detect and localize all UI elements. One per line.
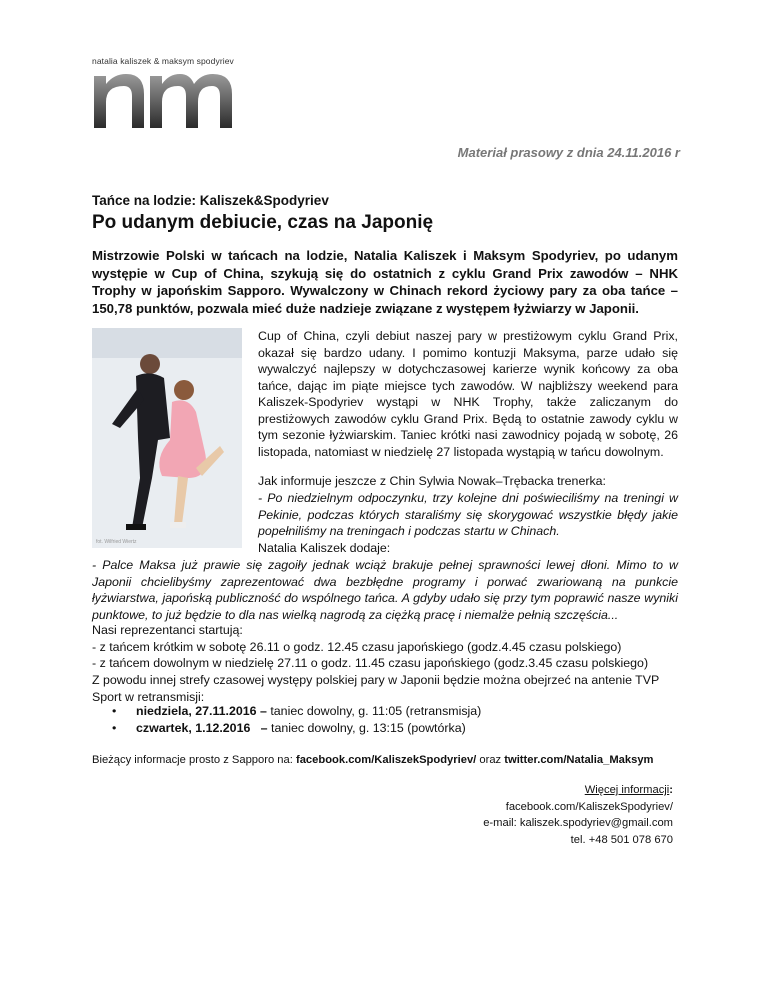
ice-dance-photo [92, 328, 242, 548]
skater-quote: - Palce Maksa już prawie się zagoiły jednak wciąż brakuje pełnej sprawności lewej dłoni. Mimo to w Japonii chcielibyśmy zaprezentować dwa bezbłędne programy i porwać zwariowaną na punkcie łyżwiarstwa, japońską publiczność do wspólnego tańca. A gdyby udało się przy tym poprawić nasze wyniki punktowe, to już będzie to dla nas wielką nagrodą za ciężką pracę i niemalże pełnią szczęścia... [92, 558, 678, 622]
contact-block [483, 782, 673, 848]
twitter-link[interactable]: twitter.com/Natalia_Maksym [504, 754, 654, 766]
body-paragraph: Natalia Kaliszek dodaje: [258, 541, 391, 555]
facebook-link[interactable]: facebook.com/KaliszekSpodyriev/ [295, 754, 477, 766]
body-paragraph: Jak informuje jeszcze z Chin Sylwia Nowak–Trębacka trenerka: [258, 474, 606, 488]
contact-facebook[interactable]: facebook.com/KaliszekSpodyriev/ [505, 800, 673, 813]
broadcast-date: niedziela, 27.11.2016 [136, 704, 257, 718]
broadcast-date: czwartek, 1.12.2016 [136, 720, 251, 735]
lead-paragraph: Mistrzowie Polski w tańcach na lodzie, Natalia Kaliszek i Maksym Spodyriev, po udanym występie w Cup of China, szykują się do ostatnich z cyklu Grand Prix zawodów – NHK Trophy w japońskim Sapporo. Wywalczony w Chinach rekord życiowy pary za oba tańce – 150,78 punktów, pozwala mieć duże nadzieje związane z występem łyżwiarzy w Japonii. [92, 248, 678, 316]
broadcast-desc: taniec dowolny, g. 11:05 (retransmisja) [270, 704, 482, 718]
tv-intro: Z powodu innej strefy czasowej występy polskiej pary w Japonii będzie można obejrzeć na antenie TVP Sport w retransmisji: [92, 673, 660, 704]
social-mid: oraz [476, 754, 505, 766]
skaters-image [92, 328, 242, 548]
dash: – [256, 704, 271, 718]
contact-email[interactable]: e-mail: kaliszek.spodyriev@gmail.com [483, 817, 673, 829]
dash: – [250, 720, 272, 735]
contact-heading: Więcej informacji [584, 784, 670, 796]
list-item [112, 703, 481, 720]
list-item [112, 720, 481, 737]
press-release-date: Materiał prasowy z dnia 24.11.2016 r [457, 145, 680, 160]
body-paragraph: Cup of China, czyli debiut naszej pary w prestiżowym cyklu Grand Prix, okazał się bardzo udany. I pomimo kontuzji Maksyma, parze udało się wywalczyć najlepszy w dotychczasowej karierze wynik końcowy za oba tańce, dając im piąte miejsce tych zawodów. W najbliższy weekend para Kaliszek-Spodyriev wystąpi w NHK Trophy, także zaliczanym do prestiżowych zawodów cyklu Grand Prix. Będą to ostatnie zawody cyklu w tym sezonie łyżwiarskim. Taniec krótki nasi zawodnicy pojadą w sobotę, 26 listopada, natomiast w niedzielę 27 listopada wystąpią w tańcu dowolnym. [258, 329, 678, 459]
coach-quote: - Po niedzielnym odpoczynku, trzy kolejne dni poświeciliśmy na treningi w Pekinie, podczas których staraliśmy się skorygować wszystkie błędy jakie popełniliśmy na treningach i podczas startu w Chinach. [258, 491, 678, 538]
article-title: Po udanym debiucie, czas na Japonię [92, 212, 434, 233]
bullet-icon: • [112, 704, 117, 718]
schedule-section [92, 622, 678, 672]
contact-phone: tel. +48 501 078 670 [570, 833, 673, 846]
tv-schedule-list [112, 703, 481, 736]
schedule-intro: Nasi reprezentanci startują: [92, 623, 243, 637]
nm-monogram-icon [92, 68, 242, 130]
broadcast-desc: taniec dowolny, g. 13:15 (powtórka) [271, 720, 466, 735]
article-subtitle: Tańce na lodzie: Kaliszek&Spodyriev [92, 193, 329, 208]
social-prefix: Bieżący informacje prosto z Sapporo na: [92, 754, 296, 766]
logo-tagline: natalia kaliszek & maksym spodyriev [92, 56, 234, 66]
brand-logo [92, 56, 242, 130]
contact-colon: : [669, 784, 673, 796]
schedule-item: - z tańcem krótkim w sobotę 26.11 o godz. 12.45 czasu japońskiego (godz.4.45 czasu polskiego) [92, 639, 622, 654]
schedule-item: - z tańcem dowolnym w niedzielę 27.11 o godz. 11.45 czasu japońskiego (godz.3.45 czasu polskiego) [92, 656, 649, 670]
social-links-line [92, 754, 654, 766]
photo-credit: fot. Wilfried Wiertz [96, 539, 137, 545]
bullet-icon: • [112, 720, 117, 735]
